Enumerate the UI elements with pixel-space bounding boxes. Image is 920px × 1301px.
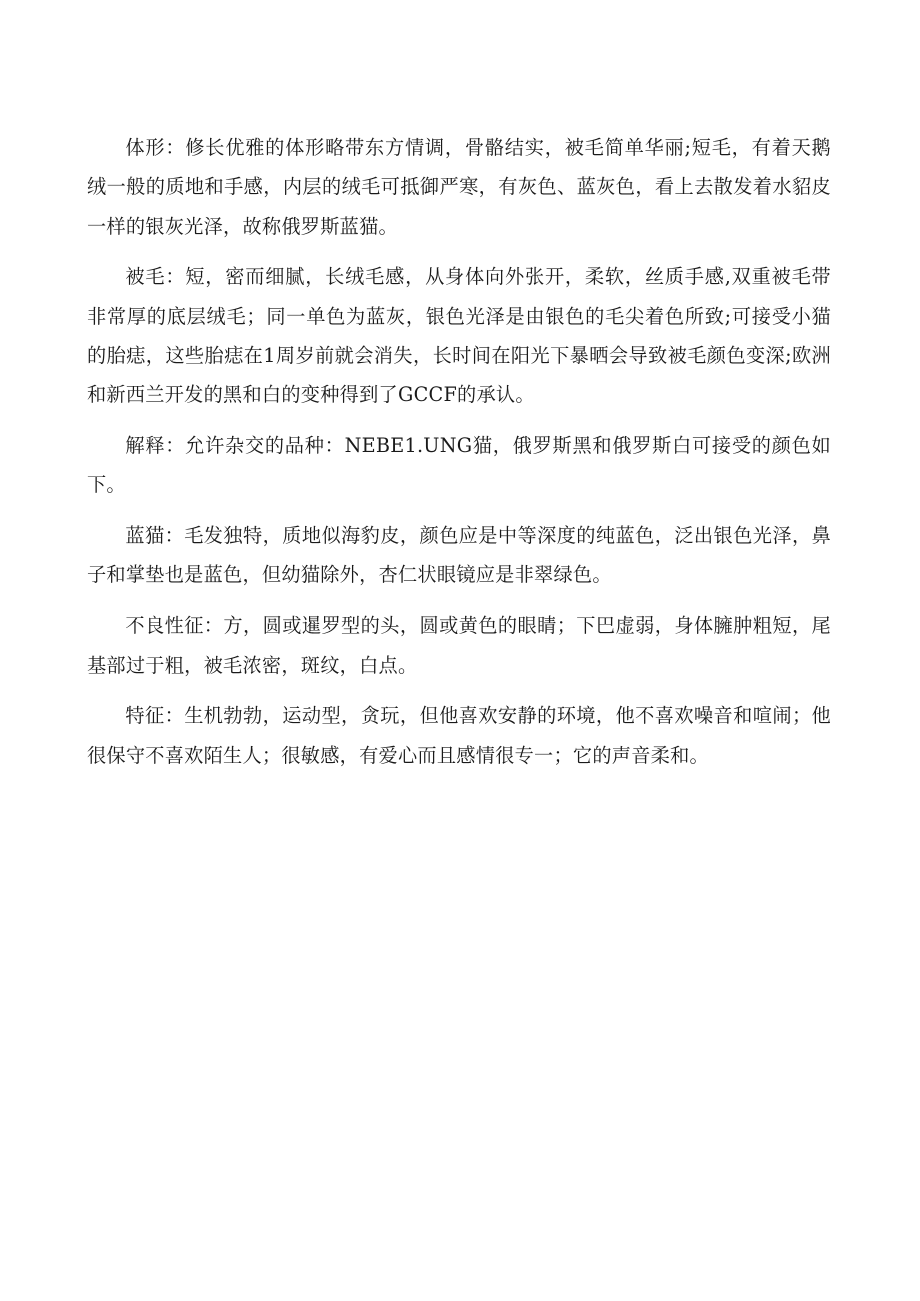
paragraph-explanation: 解释：允许杂交的品种：NEBE1.UNG猫，俄罗斯黑和俄罗斯白可接受的颜色如下。 [87,434,831,497]
paragraph-blue-cat: 蓝猫：毛发独特，质地似海豹皮，颜色应是中等深度的纯蓝色，泛出银色光泽，鼻子和掌垫也是蓝色，但幼猫除外，杏仁状眼镜应是非翠绿色。 [87,524,831,587]
paragraph-characteristics: 特征：生机勃勃，运动型，贪玩，但他喜欢安静的环境，他不喜欢噪音和喧闹；他很保守不喜欢陌生人；很敏感，有爱心而且感情很专一；它的声音柔和。 [87,704,831,767]
paragraph-faults: 不良性征：方，圆或暹罗型的头，圆或黄色的眼睛；下巴虚弱，身体臃肿粗短，尾基部过于粗，被毛浓密，斑纹，白点。 [87,614,831,677]
document-body [87,128,831,786]
paragraph-coat: 被毛：短，密而细腻，长绒毛感，从身体向外张开，柔软，丝质手感,双重被毛带非常厚的底层绒毛；同一单色为蓝灰，银色光泽是由银色的毛尖着色所致;可接受小猫的胎痣，这些胎痣在1周岁前就会消失，长时间在阳光下暴晒会导致被毛颜色变深;欧洲和新西兰开发的黑和白的变种得到了GCCF的承认。 [87,265,831,407]
paragraph-body-shape: 体形：修长优雅的体形略带东方情调，骨骼结实，被毛简单华丽;短毛，有着天鹅绒一般的质地和手感，内层的绒毛可抵御严寒，有灰色、蓝灰色，看上去散发着水貂皮一样的银灰光泽，故称俄罗斯蓝猫。 [87,136,831,238]
